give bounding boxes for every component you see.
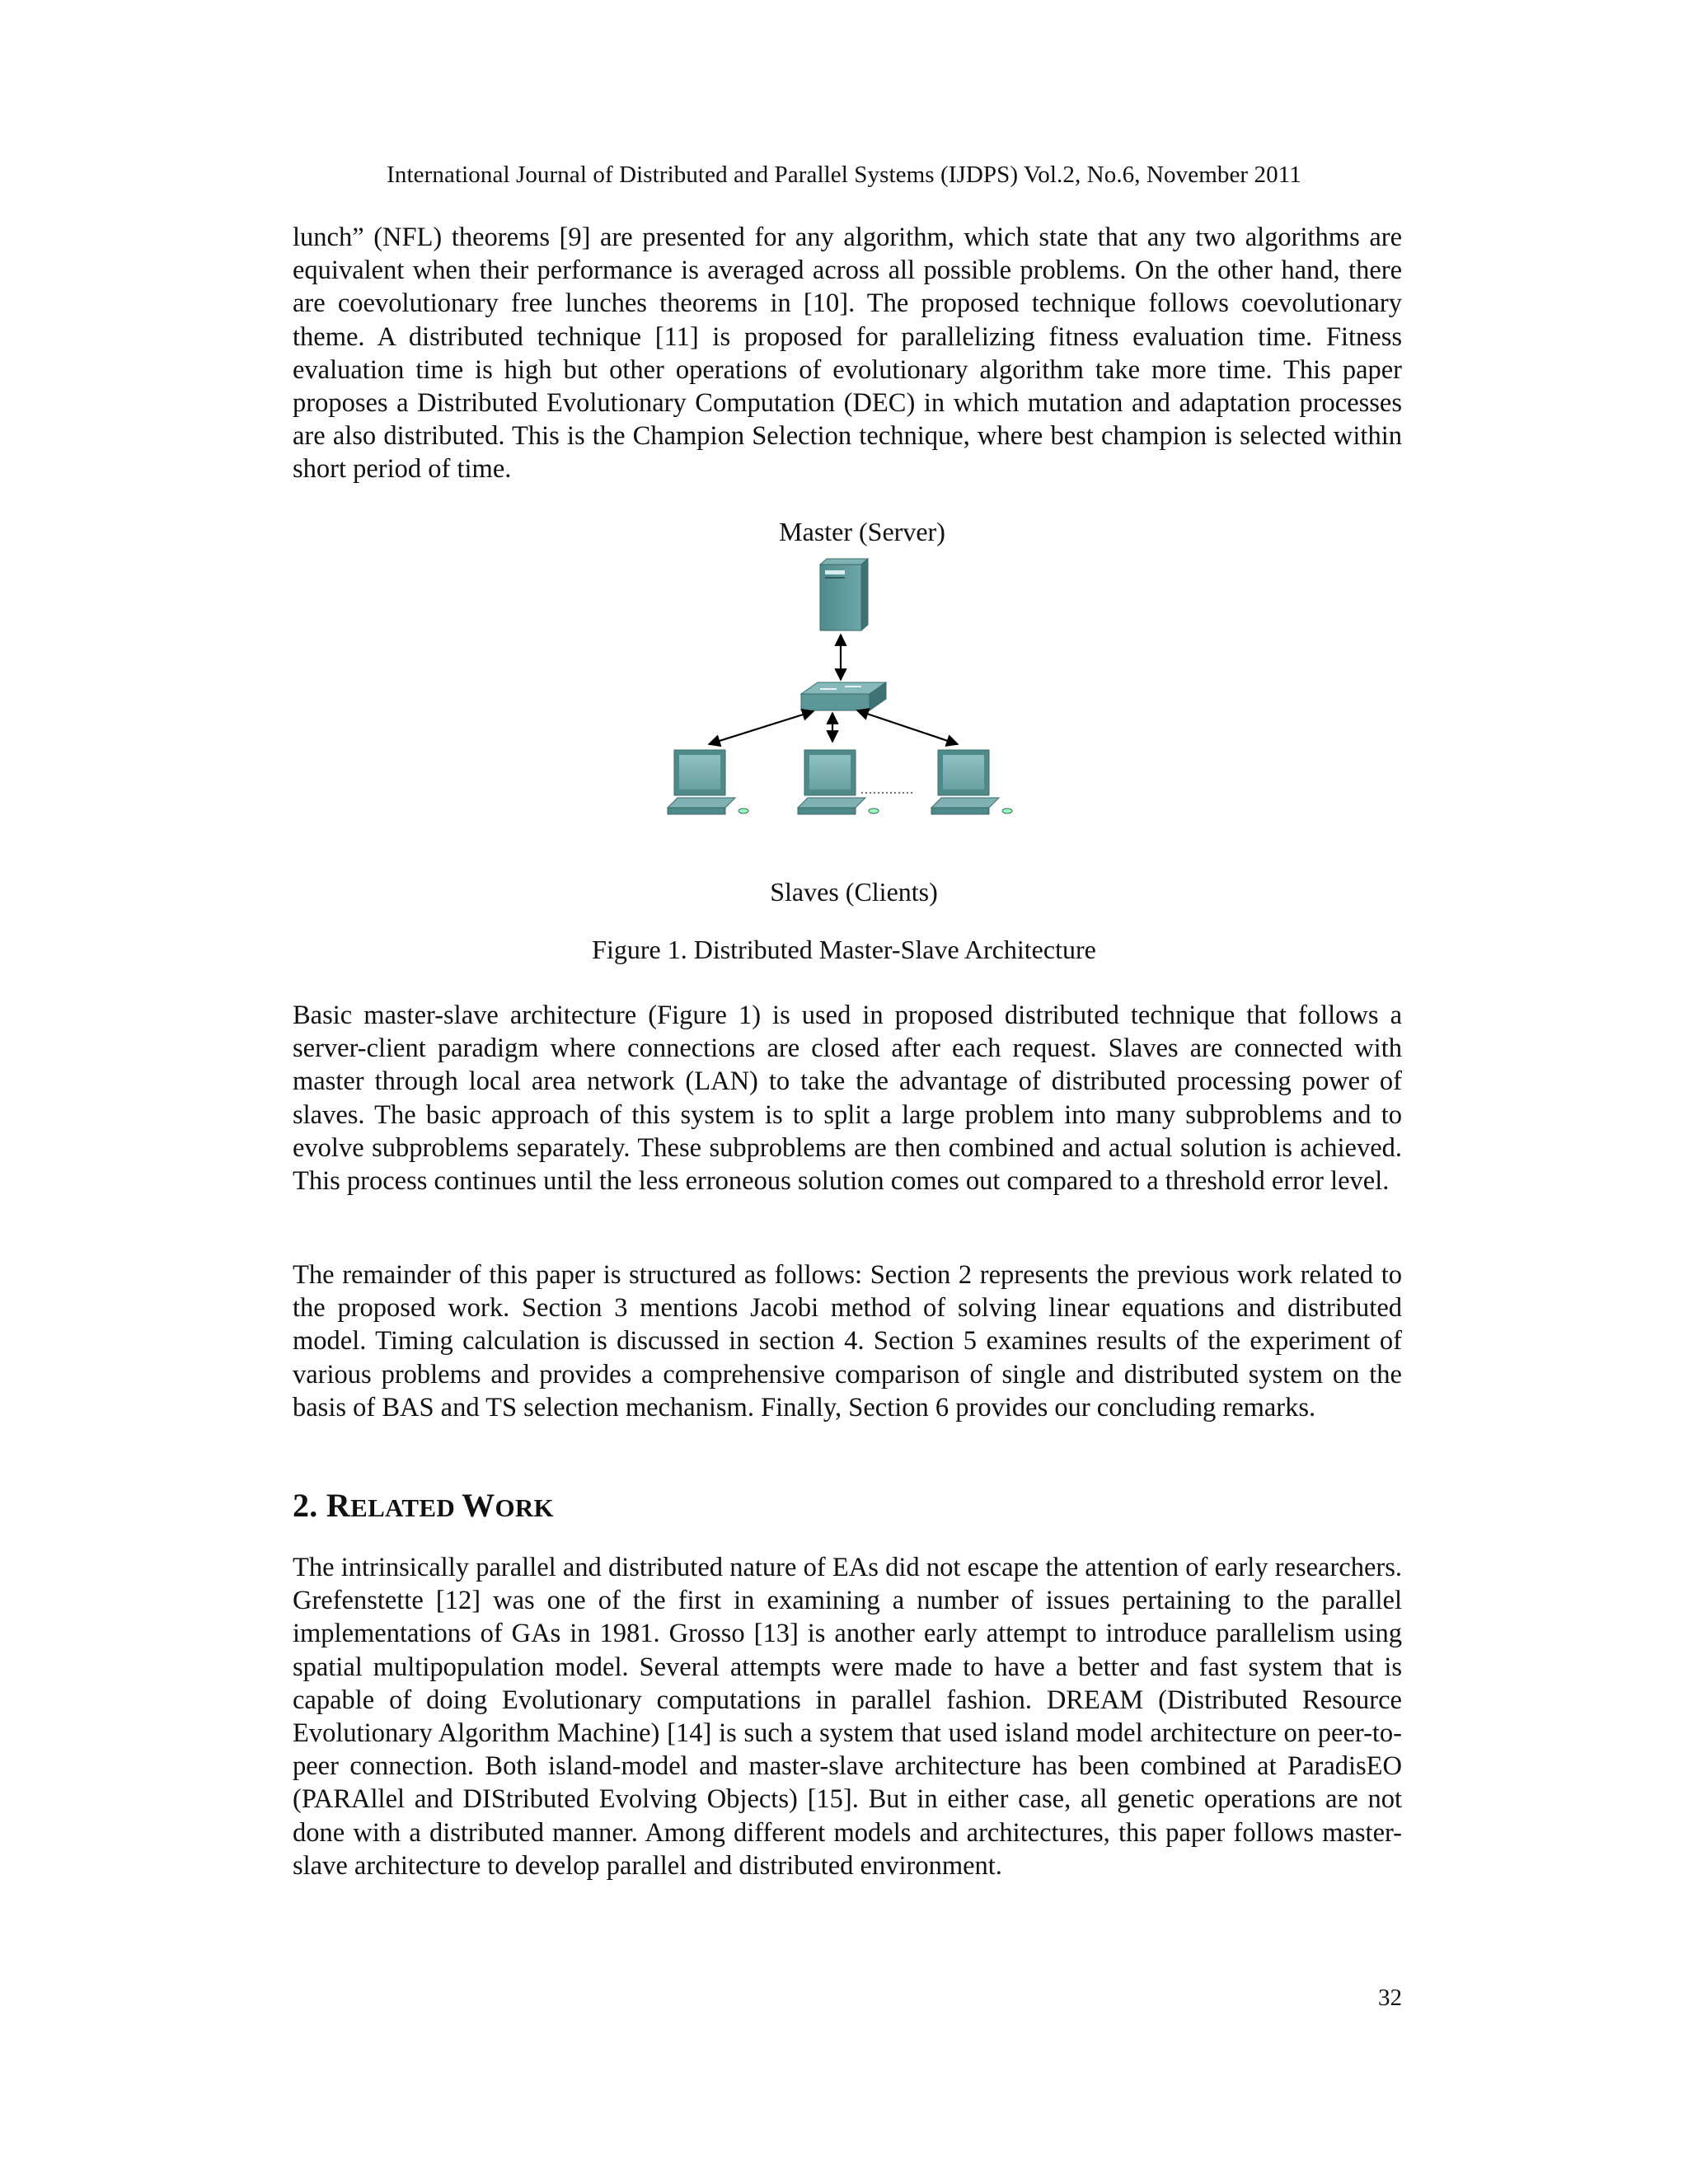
heading-r: R (326, 1487, 351, 1524)
master-label: Master (Server) (779, 517, 945, 546)
master-slave-diagram (651, 552, 1063, 882)
page-number: 32 (1378, 1985, 1402, 2011)
paragraph-related-work: The intrinsically parallel and distributed nature of EAs did not escape the attention of early researchers. Grefenstette [12] was one of the first in examining a number of issues pertaining to the parallel implementations of GAs in 1981. Grosso [13] is another early attempt to introduce parallelism using spatial multipopulation model. Several attempts were made to have a better and fast system that is capable of doing Evolutionary computations in parallel fashion. DREAM (Distributed Resource Evolutionary Algorithm Machine) [14] is such a system that used island model architecture on peer-to-peer connection. Both island-model and master-slave architecture has been combined at ParadisEO (PARAllel and DIStributed Evolving Objects) [15]. But in either case, all genetic operations are not done with a distributed manner. Among different models and architectures, this paper follows master-slave architecture to develop parallel and distributed environment. (293, 1553, 1402, 1881)
paragraph-structure: The remainder of this paper is structured as follows: Section 2 represents the previous work related to the proposed work. Section 3 mentions Jacobi method of solving linear equations and distributed model. Timing calculation is discussed in section 4. Section 5 examines results of the experiment of various problems and provides a comprehensive comparison of single and distributed system on the basis of BAS and TS selection mechanism. Finally, Section 6 provides our concluding remarks. (293, 1260, 1402, 1422)
heading-number: 2. (293, 1487, 326, 1524)
switch-slave1-arrow (709, 711, 814, 744)
server-icon (820, 559, 868, 630)
journal-header: International Journal of Distributed and Parallel Systems (IJDPS) Vol.2, No.6, November 2011 (387, 162, 1301, 188)
slaves-label: Slaves (Clients) (770, 877, 938, 907)
heading-elated: ELATED (350, 1493, 462, 1522)
slave-computer-icon-3 (931, 750, 1012, 814)
slave-computer-icon-2 (798, 750, 879, 814)
figure-caption: Figure 1. Distributed Master-Slave Architecture (592, 935, 1096, 964)
slave-computer-icon-1 (668, 750, 748, 814)
paragraph-architecture: Basic master-slave architecture (Figure 1) is used in proposed distributed technique that follows a server-client paradigm where connections are closed after each request. Slaves are connected with master through local area network (LAN) to take the advantage of distributed processing power of slaves. The basic approach of this system is to split a large problem into many subproblems and to evolve subproblems separately. These subproblems are then combined and actual solution is achieved. This process continues until the less erroneous solution comes out compared to a threshold error level. (293, 1001, 1402, 1197)
section-heading-related-work (293, 1486, 554, 1525)
switch-icon (801, 682, 886, 710)
switch-slave3-arrow (857, 710, 958, 744)
heading-ork: ORK (495, 1493, 554, 1522)
paragraph-intro: lunch” (NFL) theorems [9] are presented for any algorithm, which state that any two algorithms are equivalent when their performance is averaged across all possible problems. On the other hand, there are coevolutionary free lunches theorems in [10]. The proposed technique follows coevolutionary theme. A distributed technique [11] is proposed for parallelizing fitness evaluation time. Fitness evaluation time is high but other operations of evolutionary algorithm take more time. This paper proposes a Distributed Evolutionary Computation (DEC) in which mutation and adaptation processes are also distributed. This is the Champion Selection technique, where best champion is selected within short period of time. (293, 223, 1402, 485)
heading-w: W (462, 1487, 495, 1524)
